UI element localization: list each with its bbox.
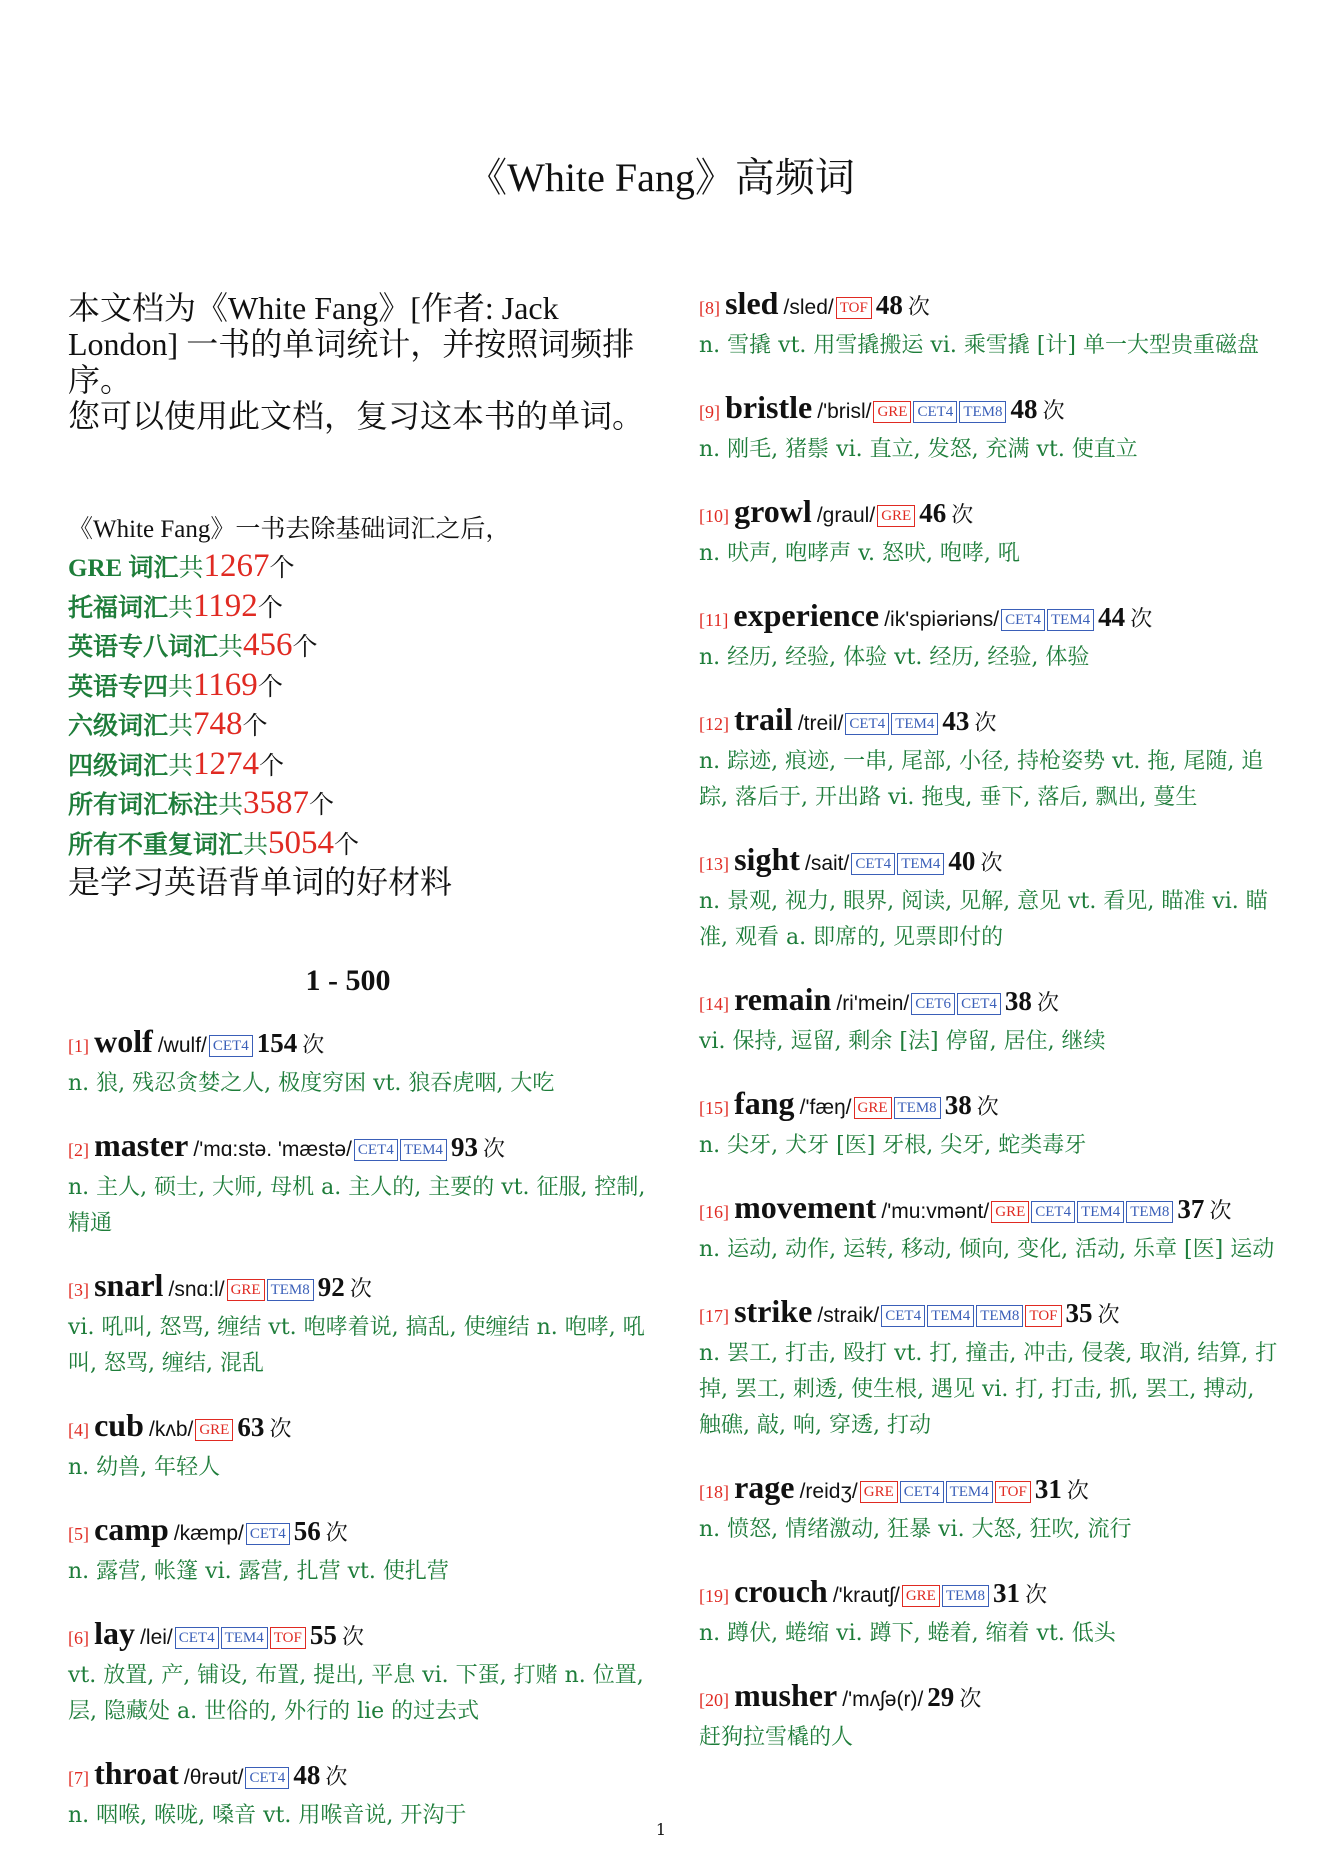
stat-unit: 个 — [257, 673, 283, 701]
stat-unit: 个 — [269, 555, 295, 582]
phonetic: /sait/ — [804, 852, 850, 875]
definition: n. 踪迹, 痕迹, 一串, 尾部, 小径, 持枪姿势 vt. 拖, 尾随, 追踪, 落后于, 开出路 vi. 拖曳, 垂下, 落后, 飘出, 蔓生 — [699, 749, 1264, 810]
frequency-count: 154 — [256, 1028, 298, 1058]
exam-tag: GRE — [873, 401, 911, 423]
frequency-unit: 次 — [1130, 607, 1153, 632]
definition: n. 刚毛, 猪鬃 vi. 直立, 发怒, 充满 vt. 使直立 — [699, 437, 1138, 462]
entry-header — [699, 596, 1279, 640]
entry-header — [699, 1188, 1279, 1232]
entry-header — [699, 980, 1279, 1024]
phonetic: /sled/ — [783, 296, 834, 319]
frequency-unit: 次 — [980, 851, 1003, 876]
word-entry — [68, 1510, 648, 1590]
definition: vi. 吼叫, 怒骂, 缠结 vt. 咆哮着说, 搞乱, 使缠结 n. 咆哮, 吼叫, 怒骂, 缠结, 混乱 — [68, 1315, 645, 1376]
phonetic: /'fæŋ/ — [799, 1096, 852, 1119]
exam-tag: CET4 — [354, 1139, 398, 1161]
vocabulary-stats — [68, 512, 668, 900]
entry-header — [699, 492, 1279, 536]
definition: n. 运动, 动作, 运转, 移动, 倾向, 变化, 活动, 乐章 [医] 运动 — [699, 1237, 1275, 1262]
exam-tag: TOF — [270, 1627, 306, 1649]
entry-header — [699, 700, 1279, 744]
stat-unit: 个 — [309, 792, 335, 819]
definition: 赶狗拉雪橇的人 — [699, 1725, 854, 1750]
headword: rage — [734, 1469, 795, 1505]
frequency-unit: 次 — [1025, 1583, 1048, 1608]
exam-tag: CET4 — [845, 713, 889, 735]
entry-index: [18] — [699, 1482, 729, 1502]
frequency-unit: 次 — [483, 1137, 506, 1162]
stat-count: 456 — [243, 627, 293, 663]
stat-row — [68, 667, 668, 707]
word-entry — [699, 492, 1279, 572]
frequency-count: 38 — [1004, 986, 1032, 1016]
stats-list — [68, 548, 668, 864]
frequency-unit: 次 — [269, 1417, 292, 1442]
entry-header — [68, 1022, 648, 1066]
headword: sled — [725, 285, 779, 321]
frequency-count: 48 — [293, 1760, 321, 1790]
frequency-unit: 次 — [1042, 399, 1065, 424]
frequency-count: 92 — [317, 1272, 345, 1302]
frequency-unit: 次 — [325, 1521, 348, 1546]
exam-tag: TOF — [1025, 1305, 1061, 1327]
definition: n. 罢工, 打击, 殴打 vt. 打, 撞击, 冲击, 侵袭, 取消, 结算, 打掉, 罢工, 刺透, 使生根, 遇见 vi. 打, 打击, 抓, 罢工, 搏动, 触礁, 敲, 响, 穿透, 打动 — [699, 1341, 1278, 1438]
headword: master — [94, 1127, 189, 1163]
exam-tag: GRE — [860, 1481, 898, 1503]
definition: vt. 放置, 产, 铺设, 布置, 提出, 平息 vi. 下蛋, 打赌 n. 位置, 层, 隐藏处 a. 世俗的, 外行的 lie 的过去式 — [68, 1663, 644, 1724]
frequency-unit: 次 — [976, 1095, 999, 1120]
frequency-count: 48 — [1010, 394, 1038, 424]
word-entry — [699, 1292, 1279, 1444]
exam-tag: CET4 — [913, 401, 957, 423]
phonetic: /'mʌʃə(r)/ — [842, 1688, 924, 1711]
definition: n. 吠声, 咆哮声 v. 怒吠, 咆哮, 吼 — [699, 541, 1020, 566]
definition: n. 愤怒, 情绪激动, 狂暴 vi. 大怒, 狂吹, 流行 — [699, 1517, 1132, 1542]
entry-header — [68, 1126, 648, 1170]
stat-name: 六级词汇 — [68, 713, 169, 740]
exam-tag: TEM8 — [894, 1097, 941, 1119]
entry-index: [16] — [699, 1202, 729, 1222]
headword: snarl — [94, 1267, 164, 1303]
headword: bristle — [725, 389, 813, 425]
phonetic: /ik'spiəriəns/ — [884, 608, 1000, 631]
exam-tag: CET4 — [1001, 609, 1045, 631]
stat-row — [68, 627, 668, 667]
exam-tag: TOF — [995, 1481, 1031, 1503]
definition: n. 景观, 视力, 眼界, 阅读, 见解, 意见 vt. 看见, 瞄准 vi. 瞄准, 观看 a. 即席的, 见票即付的 — [699, 889, 1268, 950]
stat-gong: 共 — [168, 673, 194, 701]
phonetic: /reidʒ/ — [799, 1480, 858, 1503]
intro-paragraph-1: 本文档为《White Fang》[作者: Jack London] 一书的单词统计，并按照词频排序。 — [68, 290, 635, 398]
frequency-count: 44 — [1098, 602, 1126, 632]
document-title: 《White Fang》高频词 — [467, 155, 855, 200]
exam-tag: TEM4 — [1077, 1201, 1124, 1223]
exam-tag: CET4 — [209, 1035, 253, 1057]
word-entry — [699, 284, 1279, 364]
phonetic: /straik/ — [817, 1304, 880, 1327]
word-entry — [699, 1572, 1279, 1652]
stat-row — [68, 548, 668, 588]
phonetic: /snɑ:l/ — [168, 1278, 225, 1301]
stat-row — [68, 588, 668, 628]
frequency-count: 43 — [942, 706, 970, 736]
frequency-unit: 次 — [907, 295, 930, 320]
headword: musher — [734, 1677, 838, 1713]
entry-index: [10] — [699, 506, 729, 526]
entry-index: [19] — [699, 1586, 729, 1606]
frequency-count: 35 — [1065, 1298, 1093, 1328]
entry-header — [699, 284, 1279, 328]
frequency-count: 48 — [875, 290, 903, 320]
stat-count: 1274 — [193, 745, 260, 782]
exam-tag: CET6 — [911, 993, 955, 1015]
entry-header — [68, 1406, 648, 1450]
stat-count: 748 — [193, 706, 243, 742]
exam-tag: TEM4 — [897, 853, 944, 875]
exam-tag: CET4 — [881, 1305, 925, 1327]
frequency-count: 93 — [450, 1132, 478, 1162]
headword: remain — [734, 981, 832, 1017]
entry-index: [3] — [68, 1280, 89, 1300]
headword: throat — [94, 1755, 179, 1791]
definition: n. 狼, 残忍贪婪之人, 极度穷困 vt. 狼吞虎咽, 大吃 — [68, 1071, 555, 1096]
frequency-count: 56 — [293, 1516, 321, 1546]
stat-gong: 共 — [168, 752, 194, 780]
phonetic: /lei/ — [140, 1626, 173, 1649]
exam-tag: CET4 — [851, 853, 895, 875]
exam-tag: GRE — [902, 1585, 940, 1607]
entry-header — [699, 1468, 1279, 1512]
word-entry — [699, 1188, 1279, 1268]
frequency-unit: 次 — [1209, 1199, 1232, 1224]
frequency-unit: 次 — [1066, 1479, 1089, 1504]
stat-name: 英语专八词汇 — [68, 634, 219, 661]
headword: movement — [734, 1189, 877, 1225]
exam-tag: TEM4 — [400, 1139, 447, 1161]
definition: n. 经历, 经验, 体验 vt. 经历, 经验, 体验 — [699, 645, 1090, 670]
exam-tag: GRE — [991, 1201, 1029, 1223]
word-entry — [699, 1676, 1279, 1756]
entry-header — [699, 1572, 1279, 1616]
frequency-unit: 次 — [1097, 1303, 1120, 1328]
word-entry — [699, 980, 1279, 1060]
exam-tag: CET4 — [957, 993, 1001, 1015]
exam-tag: CET4 — [246, 1523, 290, 1545]
headword: wolf — [94, 1023, 153, 1059]
frequency-count: 38 — [944, 1090, 972, 1120]
definition: n. 雪撬 vt. 用雪撬搬运 vi. 乘雪撬 [计] 单一大型贵重磁盘 — [699, 333, 1260, 358]
frequency-unit: 次 — [341, 1625, 364, 1650]
definition: n. 露营, 帐篷 vi. 露营, 扎营 vt. 使扎营 — [68, 1559, 449, 1584]
headword: sight — [734, 841, 800, 877]
phonetic: /'mu:vmənt/ — [881, 1200, 990, 1223]
frequency-count: 40 — [948, 846, 976, 876]
exam-tag: CET4 — [1031, 1201, 1075, 1223]
phonetic: /kæmp/ — [173, 1522, 244, 1545]
phonetic: /ri'mein/ — [836, 992, 910, 1015]
exam-tag: TEM8 — [942, 1585, 989, 1607]
entry-index: [11] — [699, 610, 729, 630]
exam-tag: TEM8 — [976, 1305, 1023, 1327]
frequency-unit: 次 — [974, 711, 997, 736]
definition: n. 主人, 硕士, 大师, 母机 a. 主人的, 主要的 vt. 征服, 控制, 精通 — [68, 1175, 646, 1236]
stat-count: 3587 — [243, 785, 310, 821]
phonetic: /treil/ — [797, 712, 844, 735]
stat-name: 所有词汇标注 — [68, 792, 219, 819]
entry-index: [5] — [68, 1524, 89, 1544]
stat-row — [68, 706, 668, 746]
frequency-count: 29 — [927, 1682, 955, 1712]
entry-index: [2] — [68, 1140, 89, 1160]
exam-tag: TEM8 — [1126, 1201, 1173, 1223]
exam-tag: TEM4 — [927, 1305, 974, 1327]
word-entry — [699, 840, 1279, 956]
entry-header — [699, 388, 1279, 432]
frequency-unit: 次 — [302, 1033, 325, 1058]
frequency-unit: 次 — [951, 503, 974, 528]
phonetic: /'mɑ:stə. 'mæstə/ — [193, 1138, 352, 1161]
word-entry — [68, 1266, 648, 1382]
exam-tag: CET4 — [245, 1767, 289, 1789]
entry-index: [9] — [699, 402, 720, 422]
entry-index: [20] — [699, 1690, 729, 1710]
phonetic: /graul/ — [816, 504, 876, 527]
entry-header — [68, 1510, 648, 1554]
entry-index: [6] — [68, 1628, 89, 1648]
section-heading: 1 - 500 — [305, 964, 391, 997]
definition: n. 尖牙, 犬牙 [医] 牙根, 尖牙, 蛇类毒牙 — [699, 1133, 1087, 1158]
definition: n. 蹲伏, 蜷缩 vi. 蹲下, 蜷着, 缩着 vt. 低头 — [699, 1621, 1116, 1646]
stat-name: 所有不重复词汇 — [68, 831, 244, 859]
stat-unit: 个 — [334, 831, 360, 859]
word-entry — [699, 388, 1279, 468]
definition: n. 幼兽, 年轻人 — [68, 1455, 221, 1480]
word-entry — [699, 1084, 1279, 1164]
entry-header — [699, 840, 1279, 884]
stats-closing: 是学习英语背单词的好材料 — [68, 864, 453, 900]
stat-count: 1267 — [203, 548, 270, 584]
exam-tag: TEM4 — [1047, 609, 1094, 631]
entry-index: [1] — [68, 1036, 89, 1056]
word-entry — [68, 1406, 648, 1486]
frequency-count: 31 — [1034, 1474, 1062, 1504]
headword: crouch — [734, 1573, 828, 1609]
exam-tag: TEM4 — [221, 1627, 268, 1649]
phonetic: /θrəut/ — [183, 1766, 244, 1789]
stat-row — [68, 785, 668, 825]
stat-unit: 个 — [259, 752, 285, 780]
word-column-left — [68, 1022, 648, 1858]
exam-tag: GRE — [854, 1097, 892, 1119]
stat-count: 5054 — [268, 824, 335, 861]
entry-header — [68, 1266, 648, 1310]
headword: camp — [94, 1511, 169, 1547]
definition: n. 咽喉, 喉咙, 嗓音 vt. 用喉音说, 开沟于 — [68, 1803, 467, 1828]
stat-gong: 共 — [168, 594, 194, 622]
exam-tag: CET4 — [900, 1481, 944, 1503]
headword: cub — [94, 1407, 144, 1443]
frequency-unit: 次 — [325, 1765, 348, 1790]
entry-header — [68, 1614, 648, 1658]
stat-gong: 共 — [178, 555, 204, 582]
stat-unit: 个 — [242, 713, 268, 740]
headword: lay — [94, 1615, 135, 1651]
entry-header — [699, 1676, 1279, 1720]
word-column-right — [699, 284, 1279, 1780]
page-number: 1 — [655, 1820, 667, 1839]
frequency-count: 37 — [1177, 1194, 1205, 1224]
entry-index: [12] — [699, 714, 729, 734]
stat-gong: 共 — [168, 713, 194, 740]
stat-gong: 共 — [218, 792, 244, 819]
entry-index: [4] — [68, 1420, 89, 1440]
stat-unit: 个 — [257, 594, 283, 622]
word-entry — [699, 700, 1279, 816]
headword: trail — [734, 701, 793, 737]
entry-index: [13] — [699, 854, 729, 874]
phonetic: /wulf/ — [157, 1034, 207, 1057]
headword: fang — [734, 1085, 795, 1121]
phonetic: /'brisl/ — [817, 400, 872, 423]
stat-row — [68, 825, 668, 865]
exam-tag: CET4 — [175, 1627, 219, 1649]
exam-tag: GRE — [195, 1419, 233, 1441]
intro-text — [68, 290, 648, 434]
stat-name: 英语专四 — [68, 673, 169, 701]
frequency-count: 46 — [919, 498, 947, 528]
stat-gong: 共 — [218, 634, 244, 661]
headword: experience — [733, 597, 880, 633]
stat-gong: 共 — [243, 831, 269, 859]
exam-tag: TEM4 — [946, 1481, 993, 1503]
stat-name: GRE 词汇 — [68, 555, 179, 582]
entry-index: [7] — [68, 1768, 89, 1788]
headword: strike — [734, 1293, 813, 1329]
intro-paragraph-2: 您可以使用此文档，复习这本书的单词。 — [68, 398, 645, 434]
exam-tag: TEM8 — [267, 1279, 314, 1301]
stat-count: 1169 — [193, 666, 258, 703]
stat-unit: 个 — [292, 634, 318, 661]
word-entry — [699, 596, 1279, 676]
exam-tag: GRE — [227, 1279, 265, 1301]
phonetic: /kʌb/ — [148, 1418, 194, 1441]
word-entry — [68, 1614, 648, 1730]
stat-name: 四级词汇 — [68, 752, 169, 780]
frequency-count: 55 — [309, 1620, 337, 1650]
stat-count: 1192 — [193, 587, 258, 624]
frequency-unit: 次 — [349, 1277, 372, 1302]
stats-lead: 《White Fang》一书去除基础词汇之后， — [68, 516, 511, 543]
word-entry — [699, 1468, 1279, 1548]
entry-header — [699, 1084, 1279, 1128]
stat-row — [68, 746, 668, 786]
frequency-count: 63 — [237, 1412, 265, 1442]
headword: growl — [734, 493, 812, 529]
frequency-unit: 次 — [959, 1687, 982, 1712]
phonetic: /'krautʃ/ — [832, 1584, 900, 1607]
entry-index: [15] — [699, 1098, 729, 1118]
exam-tag: TEM8 — [959, 401, 1006, 423]
entry-header — [699, 1292, 1279, 1336]
exam-tag: TOF — [836, 297, 872, 319]
frequency-count: 31 — [993, 1578, 1021, 1608]
frequency-unit: 次 — [1037, 991, 1060, 1016]
word-entry — [68, 1126, 648, 1242]
entry-index: [14] — [699, 994, 729, 1014]
stat-name: 托福词汇 — [68, 594, 169, 622]
exam-tag: TEM4 — [891, 713, 938, 735]
word-entry — [68, 1022, 648, 1102]
entry-index: [8] — [699, 298, 720, 318]
exam-tag: GRE — [877, 505, 915, 527]
entry-header — [68, 1754, 648, 1798]
entry-index: [17] — [699, 1306, 729, 1326]
definition: vi. 保持, 逗留, 剩余 [法] 停留, 居住, 继续 — [699, 1029, 1106, 1054]
